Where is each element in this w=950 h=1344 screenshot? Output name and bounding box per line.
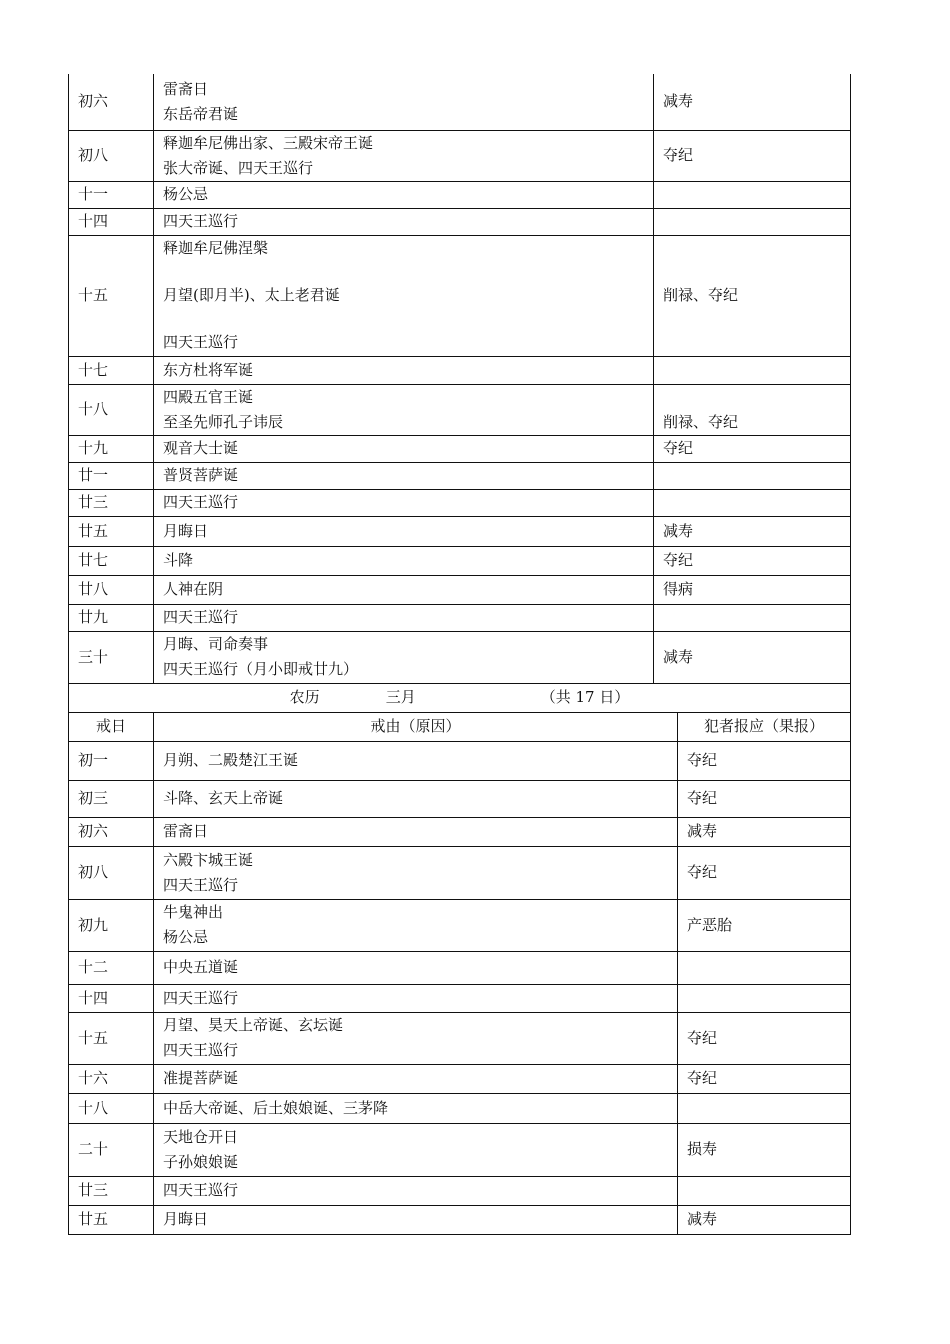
reason-cell bbox=[154, 1205, 678, 1234]
table-row bbox=[69, 1176, 851, 1205]
table-row bbox=[69, 604, 851, 631]
reason-cell bbox=[154, 462, 654, 489]
day-cell: 廿七 bbox=[69, 546, 154, 575]
header-day: 戒日 bbox=[69, 712, 154, 741]
reason-cell bbox=[154, 575, 654, 604]
result-cell: 夺纪 bbox=[678, 741, 851, 780]
table-row bbox=[69, 846, 851, 899]
table-row bbox=[69, 130, 851, 181]
result-cell bbox=[654, 181, 851, 208]
month-label: 三月 bbox=[385, 688, 416, 706]
event-line: 月晦日 bbox=[163, 1210, 209, 1228]
event-line: 六殿卞城王诞 bbox=[163, 850, 254, 869]
event-line: 雷斋日 bbox=[163, 822, 209, 840]
event-line: 释迦牟尼佛涅槃 bbox=[163, 239, 269, 257]
result-cell: 夺纪 bbox=[678, 780, 851, 817]
reason-cell bbox=[154, 356, 654, 384]
third-month-section bbox=[69, 683, 851, 1234]
day-cell: 初六 bbox=[69, 74, 154, 130]
event-line: 月晦、司命奏事 bbox=[163, 635, 269, 653]
event-line: 月晦日 bbox=[163, 521, 209, 540]
day-cell: 十六 bbox=[69, 1064, 154, 1093]
reason-cell bbox=[154, 817, 678, 846]
reason-cell bbox=[154, 384, 654, 435]
event-line: 四天王巡行 bbox=[163, 493, 239, 511]
result-cell: 损寿 bbox=[678, 1123, 851, 1176]
day-cell: 初八 bbox=[69, 130, 154, 181]
result-cell: 夺纪 bbox=[654, 130, 851, 181]
day-cell: 初八 bbox=[69, 846, 154, 899]
event-line: 准提菩萨诞 bbox=[163, 1069, 239, 1087]
event-line: 雷斋日 bbox=[163, 79, 209, 98]
result-cell: 减寿 bbox=[654, 516, 851, 546]
result-cell: 夺纪 bbox=[654, 435, 851, 462]
header-row bbox=[69, 712, 851, 741]
table-row bbox=[69, 1064, 851, 1093]
fasting-days-table bbox=[68, 74, 851, 1235]
event-line: 四天王巡行（月小即戒廿九） bbox=[163, 660, 359, 678]
reason-cell bbox=[154, 1064, 678, 1093]
result-cell bbox=[678, 951, 851, 984]
day-cell: 十八 bbox=[69, 384, 154, 435]
event-line: 斗降 bbox=[163, 551, 194, 569]
day-cell: 十四 bbox=[69, 984, 154, 1012]
event-line: 观音大士诞 bbox=[163, 439, 239, 457]
table-row bbox=[69, 899, 851, 951]
day-cell: 廿三 bbox=[69, 1176, 154, 1205]
day-cell: 初六 bbox=[69, 817, 154, 846]
result-cell: 减寿 bbox=[654, 74, 851, 130]
day-cell: 廿一 bbox=[69, 462, 154, 489]
event-line: 至圣先师孔子讳辰 bbox=[163, 412, 284, 431]
result-cell: 夺纪 bbox=[654, 546, 851, 575]
result-cell bbox=[654, 604, 851, 631]
day-cell: 十五 bbox=[69, 1012, 154, 1064]
table-row bbox=[69, 575, 851, 604]
reason-cell bbox=[154, 899, 678, 951]
result-cell bbox=[654, 462, 851, 489]
result-cell bbox=[654, 208, 851, 235]
day-cell: 十九 bbox=[69, 435, 154, 462]
event-line: 月望、昊天上帝诞、玄坛诞 bbox=[163, 1016, 344, 1034]
reason-cell bbox=[154, 546, 654, 575]
day-cell: 十四 bbox=[69, 208, 154, 235]
event-line: 释迦牟尼佛出家、三殿宋帝王诞 bbox=[163, 133, 374, 152]
table-row bbox=[69, 435, 851, 462]
result-cell bbox=[678, 1176, 851, 1205]
reason-cell bbox=[154, 1012, 678, 1064]
table-row bbox=[69, 74, 851, 130]
result-cell: 减寿 bbox=[678, 817, 851, 846]
day-cell: 十八 bbox=[69, 1093, 154, 1123]
reason-cell bbox=[154, 235, 654, 356]
event-line: 四天王巡行 bbox=[163, 988, 239, 1007]
table-row bbox=[69, 489, 851, 516]
result-cell: 夺纪 bbox=[678, 1064, 851, 1093]
event-line: 中央五道诞 bbox=[163, 958, 239, 976]
table-row bbox=[69, 741, 851, 780]
table-row bbox=[69, 546, 851, 575]
event-line: 斗降、玄天上帝诞 bbox=[163, 789, 284, 807]
event-line: 四天王巡行 bbox=[163, 608, 239, 626]
event-line: 牛鬼神出 bbox=[163, 903, 224, 921]
table-row bbox=[69, 1012, 851, 1064]
day-cell: 三十 bbox=[69, 631, 154, 683]
day-cell: 十七 bbox=[69, 356, 154, 384]
result-cell: 产恶胎 bbox=[678, 899, 851, 951]
day-cell: 廿九 bbox=[69, 604, 154, 631]
table-row bbox=[69, 817, 851, 846]
table-row bbox=[69, 181, 851, 208]
table-row bbox=[69, 462, 851, 489]
table-row bbox=[69, 951, 851, 984]
second-month-section bbox=[69, 74, 851, 683]
table-row bbox=[69, 780, 851, 817]
table-row bbox=[69, 984, 851, 1012]
result-cell: 得病 bbox=[654, 575, 851, 604]
day-cell: 初三 bbox=[69, 780, 154, 817]
table-row bbox=[69, 631, 851, 683]
event-line: 天地仓开日 bbox=[163, 1127, 239, 1146]
result-cell bbox=[678, 984, 851, 1012]
result-cell: 削禄、夺纪 bbox=[654, 235, 851, 356]
event-line: 四殿五官王诞 bbox=[163, 387, 254, 406]
event-line: 四天王巡行 bbox=[163, 1041, 239, 1059]
event-line: 四天王巡行 bbox=[163, 212, 239, 230]
event-line: 子孙娘娘诞 bbox=[163, 1152, 239, 1171]
result-cell bbox=[678, 1093, 851, 1123]
table-row bbox=[69, 356, 851, 384]
result-cell bbox=[654, 489, 851, 516]
table-row bbox=[69, 1123, 851, 1176]
day-cell: 廿八 bbox=[69, 575, 154, 604]
header-result: 犯者报应（果报） bbox=[678, 712, 851, 741]
day-cell: 廿五 bbox=[69, 516, 154, 546]
event-line: 东方杜将军诞 bbox=[163, 360, 254, 379]
table-row bbox=[69, 235, 851, 356]
result-cell: 减寿 bbox=[654, 631, 851, 683]
event-line: 张大帝诞、四天王巡行 bbox=[163, 158, 314, 177]
event-line: 中岳大帝诞、后土娘娘诞、三茅降 bbox=[163, 1098, 389, 1117]
reason-cell bbox=[154, 489, 654, 516]
day-cell: 廿三 bbox=[69, 489, 154, 516]
reason-cell bbox=[154, 984, 678, 1012]
day-cell: 十五 bbox=[69, 235, 154, 356]
reason-cell bbox=[154, 846, 678, 899]
table-row bbox=[69, 516, 851, 546]
reason-cell bbox=[154, 604, 654, 631]
day-cell: 二十 bbox=[69, 1123, 154, 1176]
reason-cell bbox=[154, 208, 654, 235]
result-cell: 削禄、夺纪 bbox=[654, 384, 851, 435]
event-line: 杨公忌 bbox=[163, 928, 209, 946]
event-line: 四天王巡行 bbox=[163, 333, 239, 351]
day-cell: 初一 bbox=[69, 741, 154, 780]
day-cell: 廿五 bbox=[69, 1205, 154, 1234]
reason-cell bbox=[154, 741, 678, 780]
event-line: 月望(即月半)、太上老君诞 bbox=[163, 286, 340, 304]
table-row bbox=[69, 384, 851, 435]
reason-cell bbox=[154, 181, 654, 208]
event-line: 东岳帝君诞 bbox=[163, 104, 239, 123]
calendar-label: 农历 bbox=[289, 688, 320, 706]
reason-cell bbox=[154, 516, 654, 546]
event-line: 四天王巡行 bbox=[163, 1181, 239, 1199]
reason-cell bbox=[154, 1123, 678, 1176]
month-banner bbox=[69, 683, 851, 712]
table-row bbox=[69, 208, 851, 235]
day-count-label: （共 17 日） bbox=[540, 688, 630, 706]
reason-cell bbox=[154, 1176, 678, 1205]
result-cell: 夺纪 bbox=[678, 1012, 851, 1064]
result-cell bbox=[654, 356, 851, 384]
day-cell: 十二 bbox=[69, 951, 154, 984]
reason-cell bbox=[154, 780, 678, 817]
event-line: 杨公忌 bbox=[163, 185, 209, 203]
event-line: 四天王巡行 bbox=[163, 875, 239, 894]
month-banner-row bbox=[69, 683, 851, 712]
day-cell: 初九 bbox=[69, 899, 154, 951]
event-line: 月朔、二殿楚江王诞 bbox=[163, 751, 299, 769]
table-row bbox=[69, 1093, 851, 1123]
table-row bbox=[69, 1205, 851, 1234]
header-reason: 戒由（原因） bbox=[154, 712, 678, 741]
reason-cell bbox=[154, 1093, 678, 1123]
reason-cell bbox=[154, 74, 654, 130]
result-cell: 减寿 bbox=[678, 1205, 851, 1234]
reason-cell bbox=[154, 130, 654, 181]
event-line: 人神在阴 bbox=[163, 580, 224, 598]
reason-cell bbox=[154, 631, 654, 683]
day-cell: 十一 bbox=[69, 181, 154, 208]
result-cell: 夺纪 bbox=[678, 846, 851, 899]
event-line: 普贤菩萨诞 bbox=[163, 466, 239, 484]
reason-cell bbox=[154, 951, 678, 984]
reason-cell bbox=[154, 435, 654, 462]
